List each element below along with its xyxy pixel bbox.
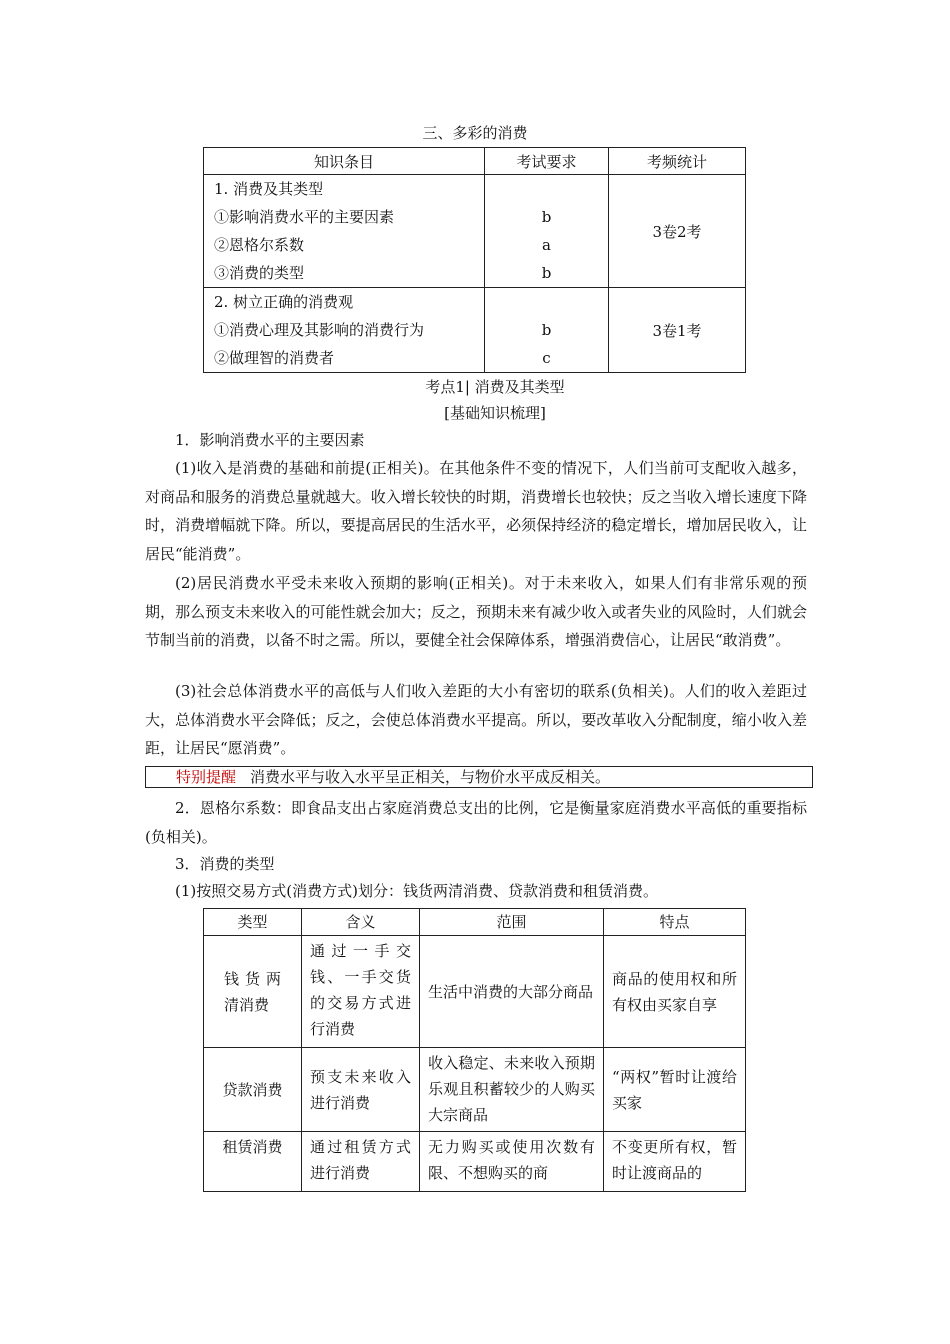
point3-subpoint-1: (1)按照交易方式(消费方式)划分：钱货两清消费、贷款消费和租赁消费。 <box>175 882 658 900</box>
point1-paragraph-1: (1)收入是消费的基础和前提(正相关)。在其他条件不变的情况下，人们当前可支配收入越多，对商品和服务的消费总量就越大。收入增长较快的时期，消费增长也较快；反之当收入增长速度下降时，消费增幅就下降。所以，要提高居民的生活水平，必须保持经济的稳定增长，增加居民收入，让居民“能消费”。 <box>145 459 807 563</box>
type-cell: 贷款消费 <box>204 1048 302 1132</box>
header-exam-requirement: 考试要求 <box>485 148 609 175</box>
overview-table <box>203 147 746 373</box>
knowledge-items-group-2: 2. 树立正确的消费观 ①消费心理及其影响的消费行为 ②做理智的消费者 <box>204 288 485 373</box>
special-reminder-text: 消费水平与收入水平呈正相关，与物价水平成反相关。 <box>250 768 611 786</box>
header-scope: 范围 <box>420 909 604 936</box>
scope-cell: 收入稳定、未来收入预期乐观且积蓄较少的人购买大宗商品 <box>420 1048 604 1132</box>
header-knowledge-item: 知识条目 <box>204 148 485 175</box>
table-row <box>204 1132 746 1192</box>
type-cell: 租赁消费 <box>204 1132 302 1192</box>
header-feature: 特点 <box>604 909 746 936</box>
point1-paragraph-3: (3)社会总体消费水平的高低与人们收入差距的大小有密切的联系(负相关)。人们的收入差距过大，总体消费水平会降低；反之，会使总体消费水平提高。所以，要改革收入分配制度，缩小收入差距，让居民“愿消费”。 <box>145 682 807 757</box>
requirements-group-2: b c <box>485 288 609 373</box>
point1-paragraph-2: (2)居民消费水平受未来收入预期的影响(正相关)。对于未来收入，如果人们有非常乐观的预期，那么预支未来收入的可能性就会加大；反之，预期未来有减少收入或者失业的风险时，人们就会节制当前的消费，以备不时之需。所以，要健全社会保障体系，增强消费信心，让居民“敢消费”。 <box>145 574 807 649</box>
header-meaning: 含义 <box>302 909 420 936</box>
point1-title: 1．影响消费水平的主要因素 <box>175 431 365 449</box>
feature-cell: 商品的使用权和所有权由买家自享 <box>604 936 746 1048</box>
special-reminder-box <box>145 766 813 788</box>
header-frequency: 考频统计 <box>609 148 746 175</box>
frequency-group-1: 3卷2考 <box>609 175 746 288</box>
knowledge-items-group-1: 1. 消费及其类型 ①影响消费水平的主要因素 ②恩格尔系数 ③消费的类型 <box>204 175 485 288</box>
feature-cell: 不变更所有权，暂时让渡商品的 <box>604 1132 746 1192</box>
table-row <box>204 936 746 1048</box>
section-title: 三、多彩的消费 <box>422 124 528 142</box>
meaning-cell: 预支未来收入进行消费 <box>302 1048 420 1132</box>
feature-cell: “两权”暂时让渡给买家 <box>604 1048 746 1132</box>
special-reminder-label: 特别提醒 <box>176 768 237 786</box>
point3-title: 3．消费的类型 <box>175 855 275 873</box>
meaning-cell: 通过租赁方式进行消费 <box>302 1132 420 1192</box>
topic-heading: 考点1| 消费及其类型 <box>425 378 565 396</box>
consumption-types-table <box>203 908 746 1192</box>
sub-heading: [基础知识梳理] <box>444 404 546 422</box>
type-cell: 钱货两清消费 <box>204 936 302 1048</box>
point2-paragraph: 2．恩格尔系数：即食品支出占家庭消费总支出的比例，它是衡量家庭消费水平高低的重要指标(负相关)。 <box>145 799 807 846</box>
scope-cell: 生活中消费的大部分商品 <box>420 936 604 1048</box>
requirements-group-1: b a b <box>485 175 609 288</box>
scope-cell: 无力购买或使用次数有限、不想购买的商 <box>420 1132 604 1192</box>
frequency-group-2: 3卷1考 <box>609 288 746 373</box>
meaning-cell: 通过一手交钱、一手交货的交易方式进行消费 <box>302 936 420 1048</box>
table-row <box>204 1048 746 1132</box>
header-type: 类型 <box>204 909 302 936</box>
